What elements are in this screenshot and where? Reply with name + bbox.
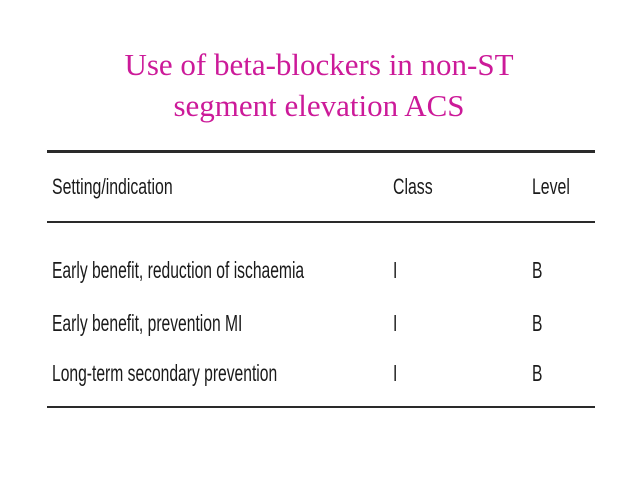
row-1-class: I xyxy=(393,257,398,283)
row-2-level: B xyxy=(532,310,543,336)
row-3-indication: Long-term secondary prevention xyxy=(52,360,278,386)
row-3-class: I xyxy=(393,360,398,386)
table-header-rule xyxy=(47,221,595,223)
row-1-indication: Early benefit, reduction of ischaemia xyxy=(52,257,305,283)
row-2-indication: Early benefit, prevention MI xyxy=(52,310,243,336)
table-bottom-rule xyxy=(47,406,595,408)
row-3-level: B xyxy=(532,360,543,386)
row-1-level: B xyxy=(532,257,543,283)
header-class: Class xyxy=(393,174,433,199)
slide-title xyxy=(0,44,638,126)
table-top-rule xyxy=(47,150,595,153)
slide-title-line-2: segment elevation ACS xyxy=(173,88,465,123)
recommendations-table xyxy=(47,150,595,408)
row-2-class: I xyxy=(393,310,398,336)
header-setting-indication: Setting/indication xyxy=(52,174,173,199)
slide-title-line-1: Use of beta-blockers in non-ST xyxy=(124,47,514,82)
header-level: Level xyxy=(532,174,570,199)
